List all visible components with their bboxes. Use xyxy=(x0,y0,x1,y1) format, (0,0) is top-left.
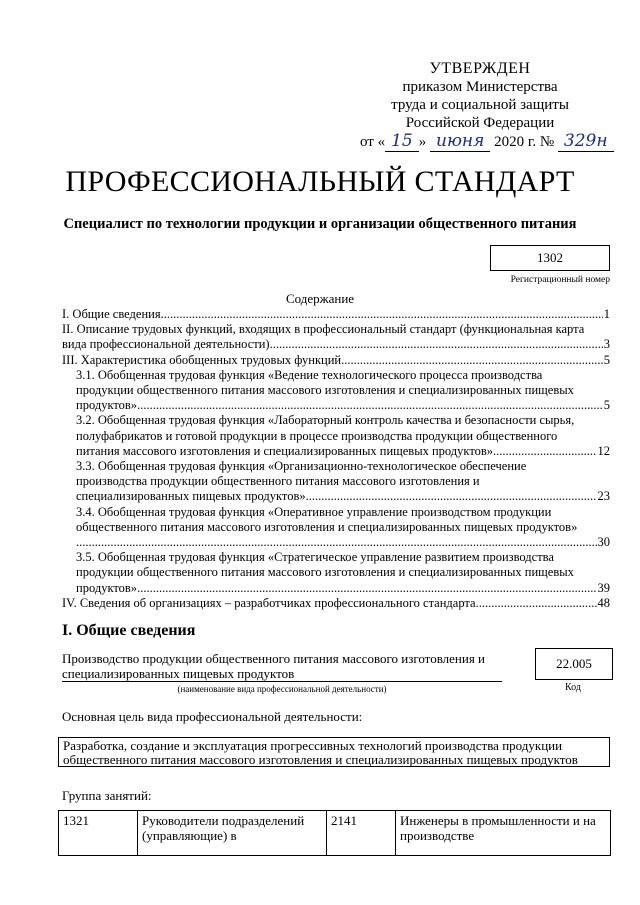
goal-line: Разработка, создание и эксплуатация прогрессивных технологий производства продукции xyxy=(63,738,563,753)
date-prefix: от « xyxy=(360,134,386,150)
approval-date-line xyxy=(360,131,608,151)
toc-entry-line: II. Описание трудовых функций, входящих в профессиональный стандарт (функциональная карта xyxy=(62,322,585,337)
toc-entry-line: производства продукции общественного питания массового изготовления и xyxy=(76,474,480,489)
toc-entry-text: специализированных пищевых продуктов» xyxy=(76,489,306,504)
toc-entry-text: питания массового изготовления и специализированных пищевых продуктов» xyxy=(76,443,494,458)
handwritten-day: 15 xyxy=(385,131,419,152)
toc-entry-line: общественного питания массового изготовления и специализированных пищевых продуктов» xyxy=(76,519,578,534)
handwritten-number: 329н xyxy=(558,131,614,152)
activity-name xyxy=(62,651,502,682)
table-of-contents xyxy=(62,307,610,611)
group-name-line: производстве xyxy=(400,828,475,843)
toc-entry[interactable] xyxy=(62,596,610,611)
date-close: » xyxy=(418,134,427,150)
toc-entry-text: III. Характеристика обобщенных трудовых функций xyxy=(62,352,342,367)
toc-entry[interactable] xyxy=(62,353,610,368)
toc-entry-text: IV. Сведения об организациях – разработчиках профессионального стандарта xyxy=(62,595,476,610)
toc-entry-line: 3.3. Обобщенная трудовая функция «Организационно-технологическое обеспечение xyxy=(76,459,527,474)
approval-line: Российской Федерации xyxy=(405,115,555,131)
toc-title: Содержание xyxy=(285,291,355,306)
toc-entry-line: продукции общественного питания массового изготовления и специализированных пищевых xyxy=(76,565,574,580)
toc-page: 1 xyxy=(603,307,610,321)
date-year: 2020 г. № xyxy=(494,134,555,150)
toc-entry-line: 3.1. Обобщенная трудовая функция «Ведение технологического процесса производства xyxy=(76,367,543,382)
group-code-cell: 1321 xyxy=(59,811,138,856)
toc-entry-text: продуктов» xyxy=(76,398,138,413)
toc-page: 12 xyxy=(597,443,610,458)
toc-entry[interactable] xyxy=(62,337,610,352)
toc-entry[interactable] xyxy=(76,398,610,413)
group-name-line: Инженеры в промышленности и на xyxy=(400,813,596,828)
approval-line: приказом Министерства xyxy=(402,79,558,95)
toc-page: 5 xyxy=(603,398,610,413)
occupation-group-table xyxy=(58,810,611,856)
group-name-cell xyxy=(396,811,611,856)
toc-page: 5 xyxy=(603,352,610,367)
goal-box xyxy=(58,737,610,767)
section-heading: I. Общие сведения xyxy=(62,622,196,639)
toc-entry[interactable] xyxy=(76,535,610,550)
group-code-cell: 2141 xyxy=(327,811,396,856)
group-name-cell xyxy=(138,811,327,856)
registration-number-label: Регистрационный номер xyxy=(510,275,610,285)
toc-entry[interactable] xyxy=(76,489,610,504)
toc-entry-line: 3.2. Обобщенная трудовая функция «Лабораторный контроль качества и безопасности сырья, xyxy=(76,413,575,428)
toc-page: 39 xyxy=(597,580,610,595)
toc-page: 48 xyxy=(597,595,610,610)
group-name-line: Руководители подразделений xyxy=(142,813,305,828)
activity-code-label: Код xyxy=(565,682,581,693)
approval-line: труда и социальной защиты xyxy=(391,97,569,113)
toc-entry-text: продуктов» xyxy=(76,580,138,595)
toc-entry-text: I. Общие сведения xyxy=(62,307,161,321)
activity-line: специализированных пищевых продуктов xyxy=(62,666,295,681)
toc-page: 3 xyxy=(603,337,610,352)
document-title: ПРОФЕССИОНАЛЬНЫЙ СТАНДАРТ xyxy=(65,165,575,198)
toc-entry-line: полуфабрикатов и готовой продукции в процессе производства продукции общественного xyxy=(76,428,558,443)
approval-block xyxy=(360,60,608,151)
occupation-group-label: Группа занятий: xyxy=(62,788,152,803)
approval-heading: УТВЕРЖДЕН xyxy=(429,60,531,77)
registration-number-box: 1302 xyxy=(490,245,610,271)
activity-line: Производство продукции общественного питания массового изготовления и xyxy=(62,651,486,666)
activity-caption: (наименование вида профессиональной деятельности) xyxy=(177,684,387,694)
toc-entry-text: вида профессиональной деятельности) xyxy=(62,337,270,352)
goal-line: общественного питания массового изготовления и специализированных пищевых продуктов xyxy=(63,752,578,767)
toc-entry-line: продукции общественного питания массового изготовления и специализированных пищевых xyxy=(76,383,574,398)
handwritten-month: июня xyxy=(430,131,490,152)
goal-label: Основная цель вида профессиональной деятельности: xyxy=(62,709,363,724)
toc-entry[interactable] xyxy=(76,444,610,459)
toc-entry[interactable] xyxy=(76,581,610,596)
document-subtitle: Специалист по технологии продукции и организации общественного питания xyxy=(63,216,577,232)
activity-code-box: 22.005 xyxy=(535,648,613,680)
table-row xyxy=(59,811,611,856)
toc-page: 23 xyxy=(597,489,610,504)
toc-entry-line: 3.4. Обобщенная трудовая функция «Оперативное управление производством продукции xyxy=(76,504,552,519)
toc-page: 30 xyxy=(597,535,610,550)
toc-entry[interactable] xyxy=(62,307,610,322)
toc-entry-line: 3.5. Обобщенная трудовая функция «Стратегическое управление развитием производства xyxy=(76,550,554,565)
group-name-line: (управляющие) в xyxy=(142,828,237,843)
